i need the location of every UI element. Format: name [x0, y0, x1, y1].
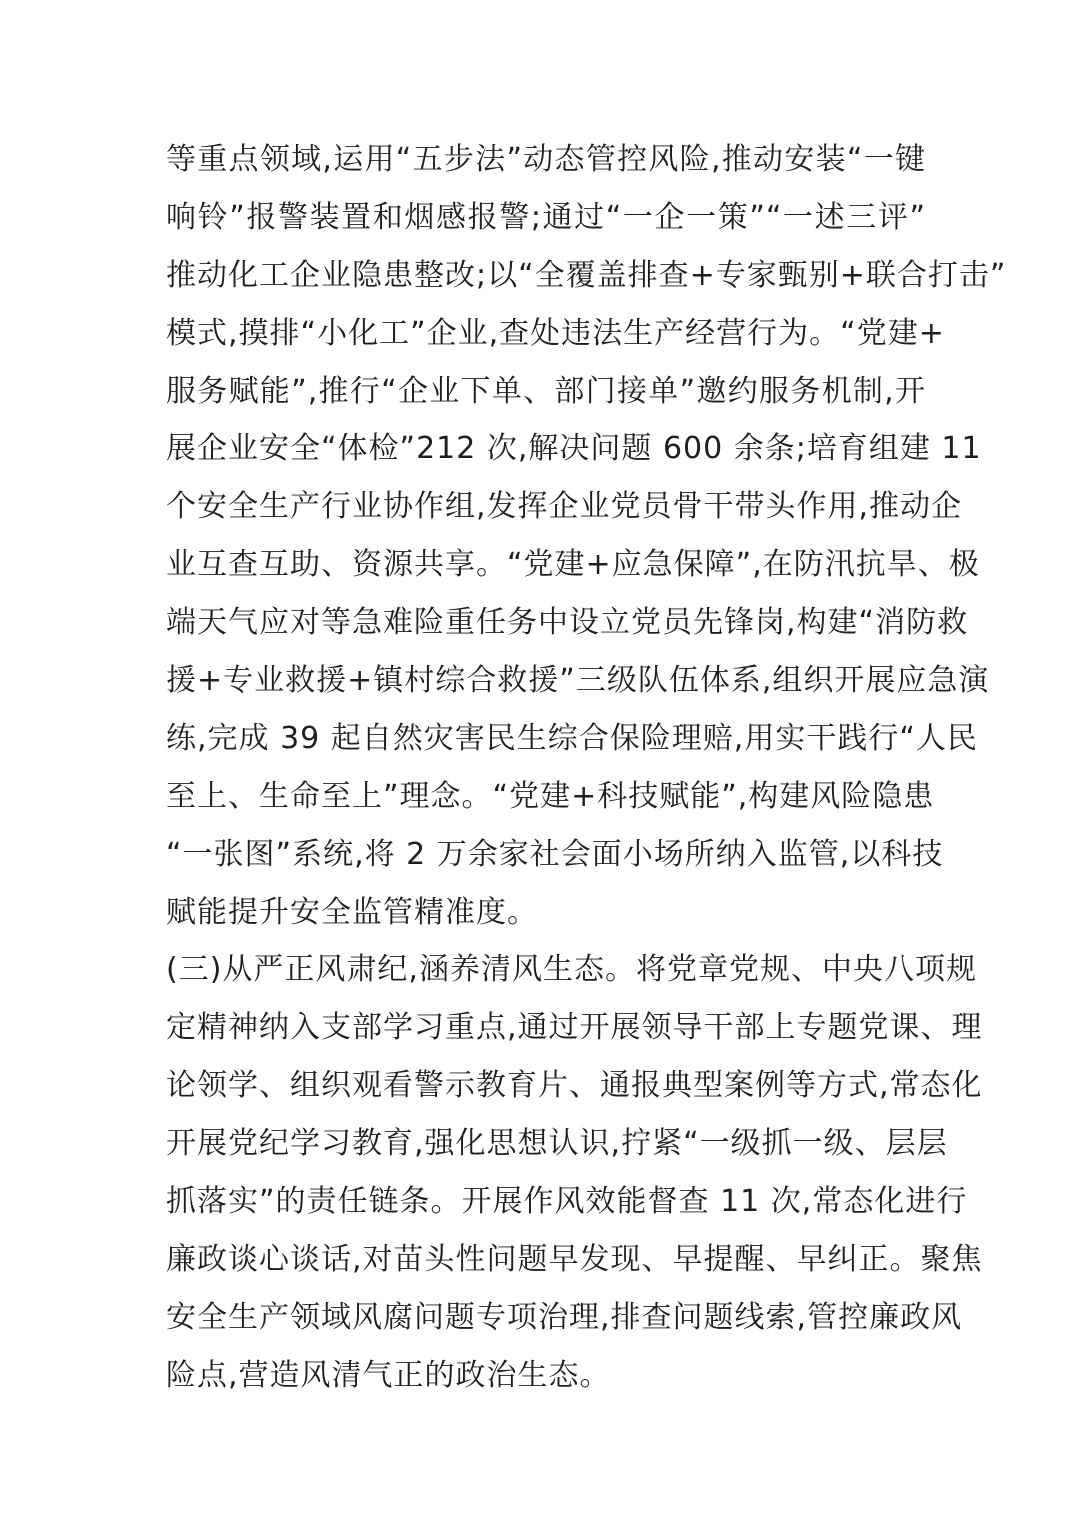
text-line: 模式,摸排“小化工”企业,查处违法生产经营行为。“党建+ — [166, 315, 945, 351]
text-line: 援+专业救援+镇村综合救援”三级队伍体系,组织开展应急演 — [166, 663, 990, 699]
text-line: 安全生产领域风腐问题专项治理,排查问题线索,管控廉政风 — [166, 1299, 963, 1335]
text-line: 展企业安全“体检”212 次,解决问题 600 余条;培育组建 11 — [166, 431, 982, 467]
body-text — [166, 131, 1007, 1405]
text-line: 服务赋能”,推行“企业下单、部门接单”邀约服务机制,开 — [166, 373, 926, 409]
text-line: 等重点领域,运用“五步法”动态管控风险,推动安装“一键 — [166, 142, 926, 177]
text-line: 端天气应对等急难险重任务中设立党员先锋岗,构建“消防救 — [166, 605, 969, 641]
text-line: 定精神纳入支部学习重点,通过开展领导干部上专题党课、理 — [166, 1010, 983, 1046]
text-line: 业互查互助、资源共享。“党建+应急保障”,在防汛抗旱、极 — [166, 547, 980, 583]
text-line-paragraph-end: 赋能提升安全监管精准度。 — [166, 894, 538, 930]
text-line: 论领学、组织观看警示教育片、通报典型案例等方式,常态化 — [166, 1068, 983, 1104]
text-line: 推动化工企业隐患整改;以“全覆盖排查+专家甄别+联合打击” — [166, 257, 1007, 293]
text-line: “一张图”系统,将 2 万余家社会面小场所纳入监管,以科技 — [166, 836, 944, 872]
text-line-paragraph-end: 险点,营造风清气正的政治生态。 — [166, 1357, 611, 1393]
text-line: 开展党纪学习教育,强化思想认识,拧紧“一级抓一级、层层 — [166, 1126, 948, 1162]
text-line: 抓落实”的责任链条。开展作风效能督查 11 次,常态化进行 — [166, 1184, 968, 1220]
text-line: 响铃”报警装置和烟感报警;通过“一企一策”“一述三评” — [166, 199, 926, 235]
text-line: 练,完成 39 起自然灾害民生综合保险理赔,用实干践行“人民 — [166, 720, 978, 756]
text-line: 廉政谈心谈话,对苗头性问题早发现、早提醒、早纠正。聚焦 — [166, 1241, 983, 1277]
text-line: 个安全生产行业协作组,发挥企业党员骨干带头作用,推动企 — [166, 489, 963, 525]
section-heading-line: (三)从严正风肃纪,涵养清风生态。将党章党规、中央八项规 — [166, 952, 977, 988]
text-line: 至上、生命至上”理念。“党建+科技赋能”,构建风险隐患 — [166, 778, 935, 814]
